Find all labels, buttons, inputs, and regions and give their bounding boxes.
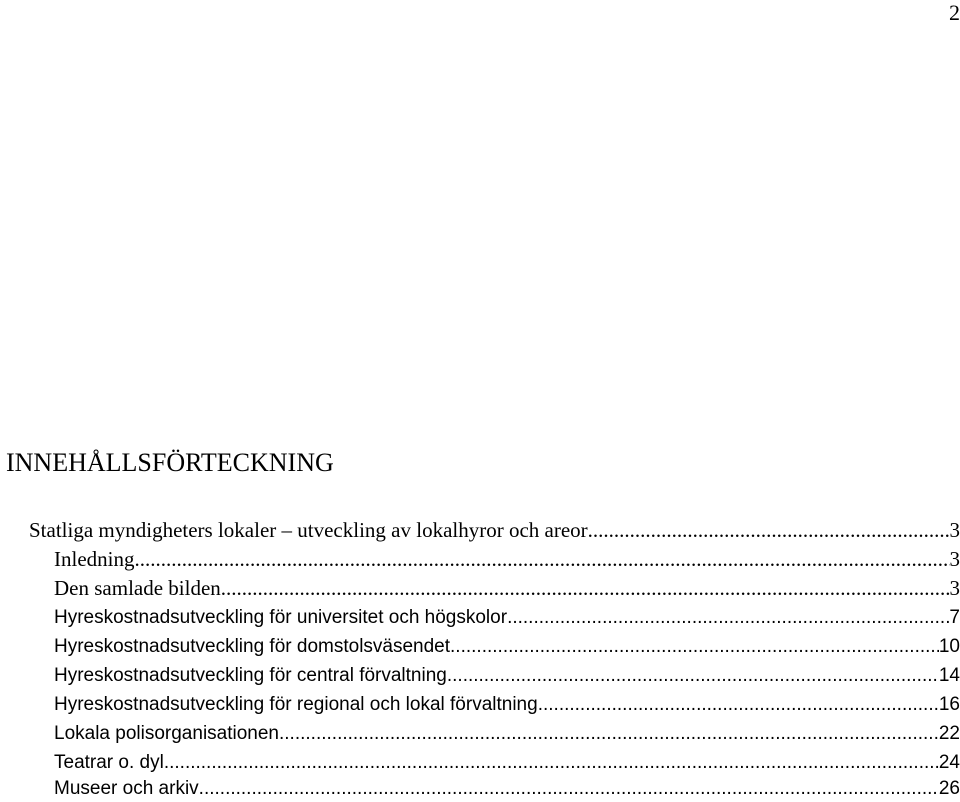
toc-dot-leader <box>447 662 939 689</box>
toc-entry-title: Inledning <box>54 546 134 573</box>
toc-entry-page: 26 <box>939 775 960 802</box>
page-number: 2 <box>949 0 960 26</box>
toc-entry-page: 3 <box>950 546 960 573</box>
toc-entry-title: Hyreskostnadsutveckling för central förvaltning <box>54 662 447 689</box>
toc-entry-title: Den samlade bilden <box>54 575 221 602</box>
toc-entry-page: 3 <box>950 517 960 544</box>
toc-entry-title: Museer och arkiv <box>54 775 199 802</box>
toc-entry[interactable] <box>54 575 960 602</box>
toc-entry-page: 3 <box>950 575 960 602</box>
toc-entry[interactable] <box>54 633 960 660</box>
toc-entry-title: Hyreskostnadsutveckling för regional och lokal förvaltning <box>54 691 538 718</box>
toc-entry[interactable] <box>54 775 960 802</box>
toc-entry-title: Lokala polisorganisationen <box>54 720 279 747</box>
toc-entry-page: 10 <box>939 633 960 660</box>
toc-entry[interactable] <box>29 517 960 544</box>
toc-entry[interactable] <box>54 662 960 689</box>
toc-dot-leader <box>199 775 939 802</box>
toc-entry[interactable] <box>54 546 960 573</box>
toc-dot-leader <box>507 604 949 631</box>
toc-entry-page: 24 <box>939 749 960 776</box>
toc-entry-page: 16 <box>939 691 960 718</box>
toc-dot-leader <box>588 517 950 544</box>
toc-entry-page: 14 <box>939 662 960 689</box>
toc-entry[interactable] <box>54 720 960 747</box>
toc-entry-title: Hyreskostnadsutveckling för universitet och högskolor <box>54 604 507 631</box>
toc-entry[interactable] <box>54 749 960 776</box>
toc-entry-title: Teatrar o. dyl. <box>54 749 169 776</box>
toc-dot-leader <box>169 749 939 776</box>
toc-entry-title: Statliga myndigheters lokaler – utveckling av lokalhyror och areor <box>29 517 588 544</box>
toc-dot-leader <box>134 546 949 573</box>
toc-entry-page: 22 <box>939 720 960 747</box>
toc-entry-title: Hyreskostnadsutveckling för domstolsväsendet <box>54 633 450 660</box>
toc-heading: INNEHÅLLSFÖRTECKNING <box>6 446 334 480</box>
toc-dot-leader <box>538 691 939 718</box>
toc-entry[interactable] <box>54 691 960 718</box>
toc-dot-leader <box>279 720 939 747</box>
toc-dot-leader <box>221 575 950 602</box>
toc-dot-leader <box>450 633 939 660</box>
toc-entry-page: 7 <box>949 604 960 631</box>
toc-entry[interactable] <box>54 604 960 631</box>
